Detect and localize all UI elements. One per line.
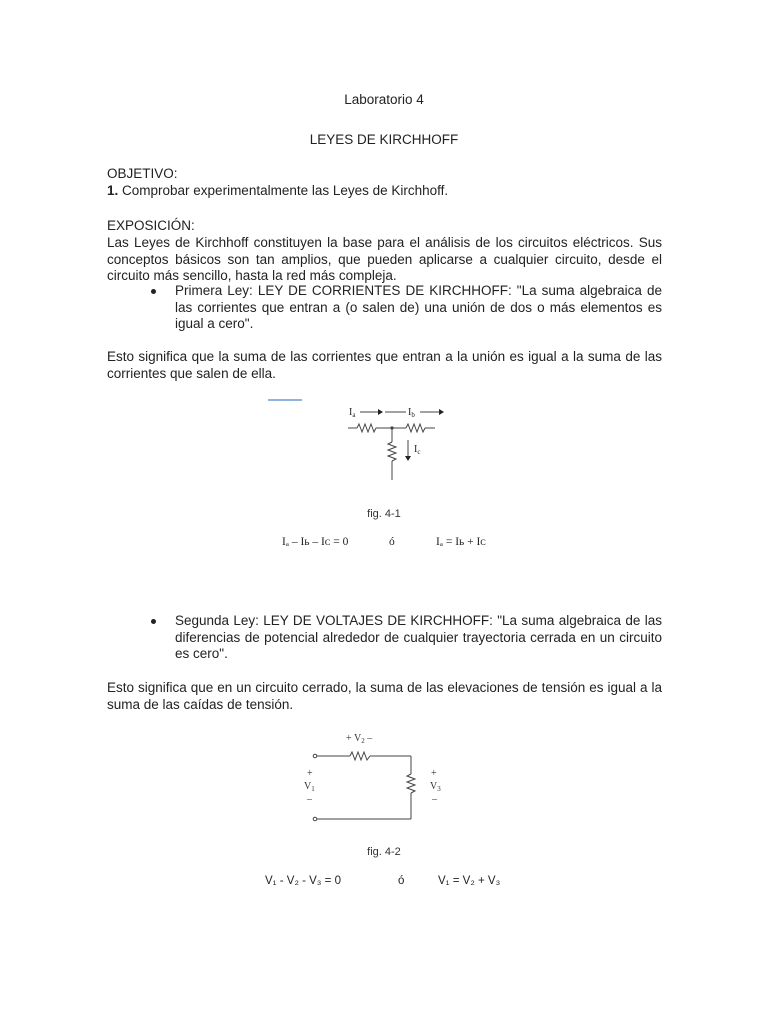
label-ic: I xyxy=(414,444,418,455)
lab-title: Laboratorio 4 xyxy=(344,92,424,107)
label-v1: V xyxy=(304,781,312,792)
label-v1-sub: 1 xyxy=(311,785,315,793)
label-v2-sub: 2 xyxy=(361,737,365,745)
label-ia: I xyxy=(349,407,353,418)
bullet-icon xyxy=(150,615,158,623)
objetivo-item xyxy=(107,183,448,200)
label-v3: V xyxy=(430,781,438,792)
svg-text:Ib xyxy=(408,407,415,419)
kvl-equation-left: V₁ - V₂ - V₃ = 0 xyxy=(265,875,341,887)
kcl-circuit-diagram xyxy=(340,400,450,485)
kvl-equation-or: ó xyxy=(398,875,405,887)
svg-text:V1 xyxy=(304,781,315,793)
label-ib-sub: b xyxy=(411,411,415,419)
v1-minus: – xyxy=(307,794,312,805)
label-v3-sub: 3 xyxy=(437,785,441,793)
svg-text:Ic xyxy=(414,444,420,456)
label-ib: I xyxy=(408,407,412,418)
kvl-circuit-diagram xyxy=(298,726,448,831)
law1-explanation: Esto significa que la suma de las corrientes que entran a la unión es igual a la suma de las corrientes que salen de ella. xyxy=(107,349,662,381)
exposicion-paragraph: Las Leyes de Kirchhoff constituyen la base para el análisis de los circuitos eléctricos. Sus conceptos básicos son tan amplios, que pueden aplicarse a cualquier circuito, desde el circuito más sencillo, hasta la red más compleja. xyxy=(107,235,662,283)
label-ic-sub: c xyxy=(417,448,421,456)
kvl-equation-right: V₁ = V₂ + V₃ xyxy=(438,875,501,887)
label-ia-sub: a xyxy=(352,411,356,419)
bullet-icon xyxy=(150,285,158,293)
svg-text:V3 xyxy=(430,781,441,793)
label-v2-minus: – xyxy=(364,733,373,744)
objetivo-text: Comprobar experimentalmente las Leyes de Kirchhoff. xyxy=(118,183,449,198)
fig2-caption: fig. 4-2 xyxy=(367,846,401,858)
law1-text: Primera Ley: LEY DE CORRIENTES DE KIRCHHOFF: "La suma algebraica de las corrientes que entran a (o salen de) una unión de dos o más elementos es igual a cero". xyxy=(175,283,662,331)
svg-text:+ V2 – xyxy=(346,733,373,745)
svg-text:Ia xyxy=(349,407,356,419)
objetivo-heading: OBJETIVO: xyxy=(107,166,178,181)
kcl-equation-left: Iₐ – Iь – Iᴄ = 0 xyxy=(282,536,349,548)
label-v2: + V xyxy=(346,733,362,744)
law2-explanation: Esto significa que en un circuito cerrado, la suma de las elevaciones de tensión es igual a la suma de las caídas de tensión. xyxy=(107,680,662,712)
main-title: LEYES DE KIRCHHOFF xyxy=(309,132,459,147)
v3-minus: – xyxy=(432,794,437,805)
exposicion-heading: EXPOSICIÓN: xyxy=(107,218,195,233)
v3-plus: + xyxy=(431,768,437,779)
law2-text: Segunda Ley: LEY DE VOLTAJES DE KIRCHHOFF: "La suma algebraica de las diferencias de potencial alrededor de cualquier trayectoria cerrada en un circuito es cero". xyxy=(175,613,662,661)
kcl-equation-or: ó xyxy=(389,536,395,548)
kcl-equation-right: Iₐ = Iь + Iᴄ xyxy=(436,536,486,548)
decorative-line xyxy=(268,399,302,401)
objetivo-number: 1. xyxy=(107,183,119,198)
v1-plus: + xyxy=(307,768,313,779)
fig1-caption: fig. 4-1 xyxy=(367,508,401,520)
